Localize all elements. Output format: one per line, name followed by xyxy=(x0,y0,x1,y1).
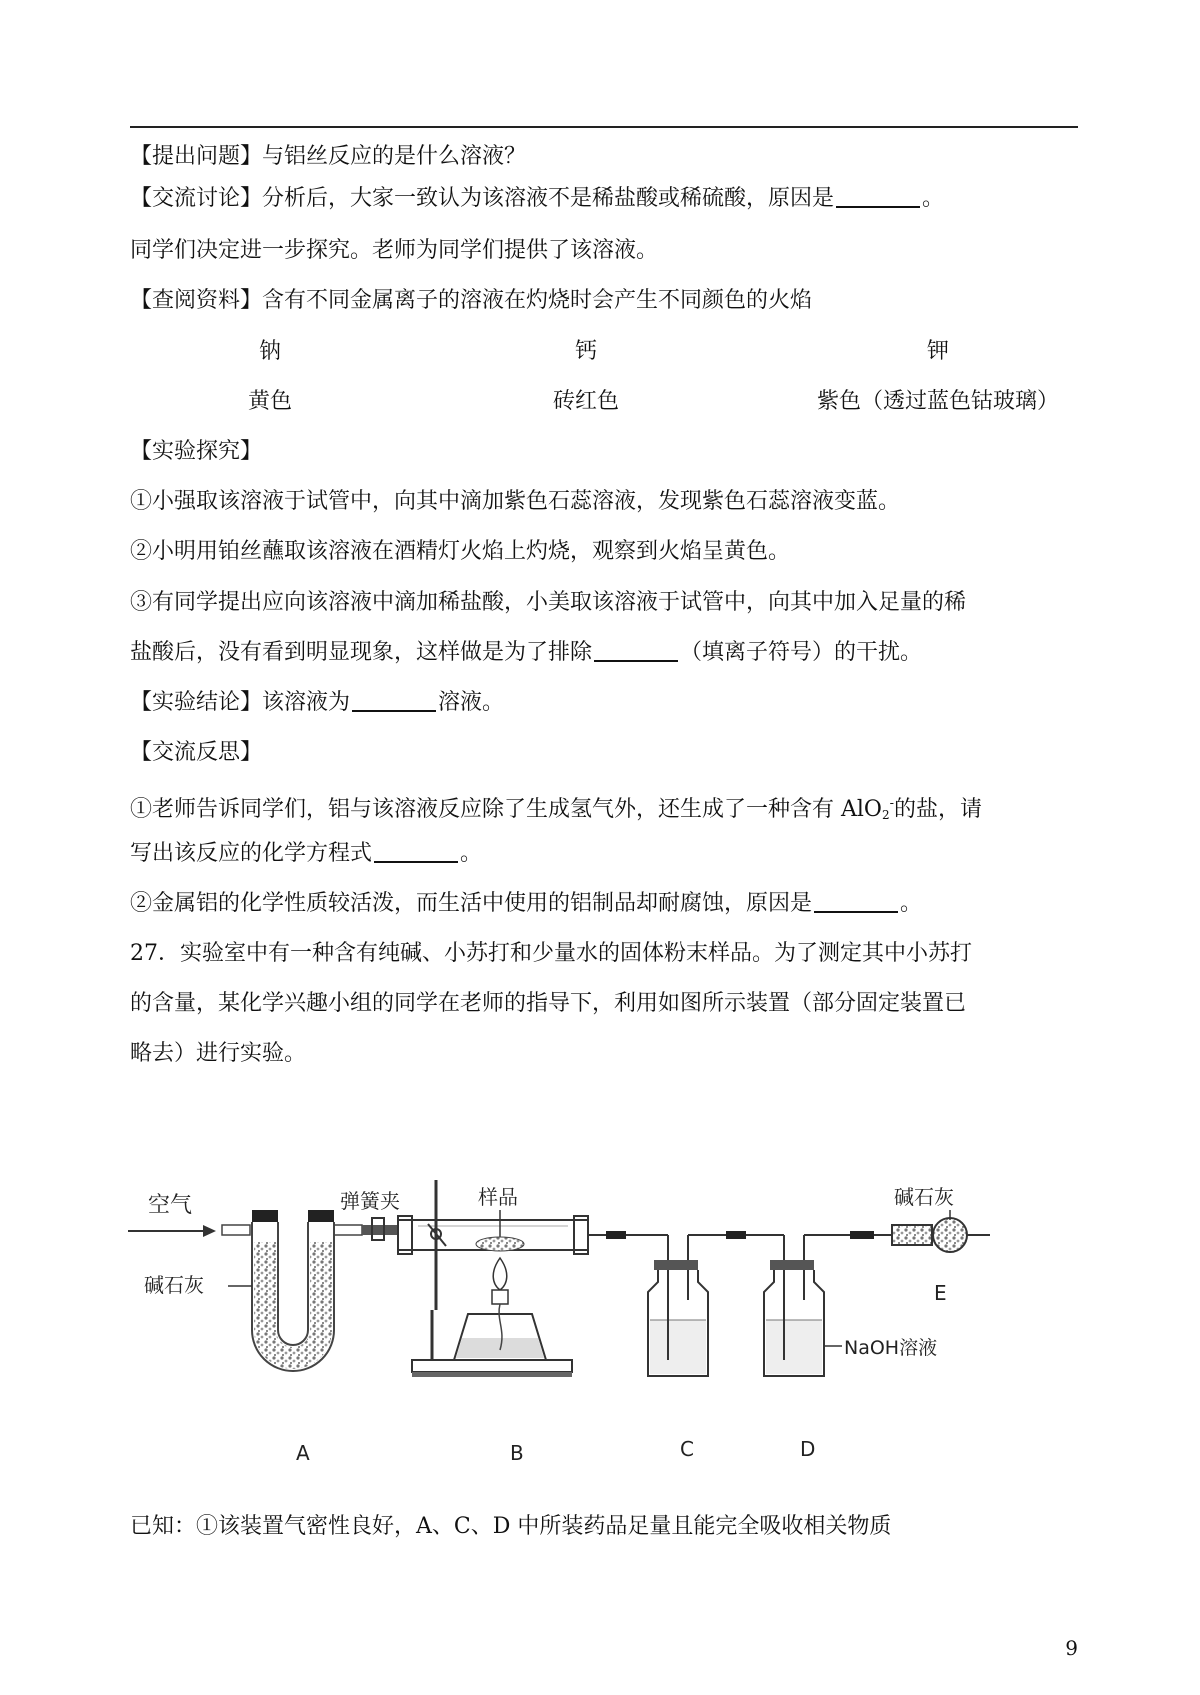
soda-lime-label-right: 碱石灰 xyxy=(894,1185,954,1209)
reflection1-text-b: 的盐，请 xyxy=(894,797,983,822)
flame-metal-potassium: 钾 xyxy=(926,339,949,364)
reflection-1-line1 xyxy=(130,789,982,830)
experiment-step-2: ②小明用铂丝蘸取该溶液在酒精灯火焰上灼烧，观察到火焰呈黄色。 xyxy=(130,539,791,564)
experiment-step-3-line1: ③有同学提出应向该溶液中滴加稀盐酸，小美取该溶液于试管中，向其中加入足量的稀 xyxy=(130,590,967,615)
header-rule xyxy=(130,126,1078,128)
drying-tube-e xyxy=(892,1218,990,1252)
reflection1-line2-text: 写出该反应的化学方程式 xyxy=(130,841,373,866)
step3-text-a: 盐酸后，没有看到明显现象，这样做是为了排除 xyxy=(130,640,593,665)
subscript-2: 2 xyxy=(881,808,890,822)
conclusion-line xyxy=(130,688,504,718)
q27-line1: 27．实验室中有一种含有纯碱、小苏打和少量水的固体粉末样品。为了测定其中小苏打 xyxy=(130,941,972,966)
superscript-minus: - xyxy=(889,796,895,811)
sample-label: 样品 xyxy=(478,1185,518,1209)
problem-text: 与铝丝反应的是什么溶液？ xyxy=(262,144,527,169)
reference-label: 【查阅资料】 xyxy=(130,288,263,313)
discussion-text: 分析后，大家一致认为该溶液不是稀盐酸或稀硫酸，原因是 xyxy=(262,186,835,211)
spring-clamp-label: 弹簧夹 xyxy=(340,1189,400,1213)
flame-color-calcium: 砖红色 xyxy=(552,389,619,414)
flame-metal-sodium: 钠 xyxy=(258,339,281,364)
discussion-line xyxy=(130,184,944,214)
answer-blank[interactable] xyxy=(594,638,678,662)
reflection2-text: ②金属铝的化学性质较活泼，而生活中使用的铝制品却耐腐蚀，原因是 xyxy=(130,891,813,916)
q27-line3: 略去）进行实验。 xyxy=(130,1041,307,1066)
label-e: E xyxy=(934,1281,947,1305)
discussion-label: 【交流讨论】 xyxy=(130,186,263,211)
label-c: C xyxy=(680,1437,694,1461)
discussion-end: 。 xyxy=(922,186,945,211)
reflection-label: 【交流反思】 xyxy=(130,740,263,765)
step3-text-b: （填离子符号）的干扰。 xyxy=(680,640,923,665)
naoh-label: NaOH溶液 xyxy=(844,1337,938,1359)
experiment-label: 【实验探究】 xyxy=(130,439,263,464)
experiment-step-3-line2 xyxy=(130,638,922,668)
tube-joint xyxy=(726,1231,746,1239)
reflection1-text-a: ①老师告诉同学们，铝与该溶液反应除了生成氢气外，还生成了一种含有 AlO xyxy=(130,797,882,822)
problem-label: 【提出问题】 xyxy=(130,144,263,169)
reflection2-end: 。 xyxy=(900,891,923,916)
page-number: 9 xyxy=(1065,1636,1078,1660)
flame-color-potassium: 紫色（透过蓝色钴玻璃） xyxy=(816,389,1059,414)
reflection-2 xyxy=(130,889,922,919)
conclusion-text-b: 溶液。 xyxy=(438,690,505,715)
reference-line xyxy=(130,286,812,316)
soda-lime-label-left: 碱石灰 xyxy=(144,1273,204,1297)
experiment-step-1: ①小强取该溶液于试管中，向其中滴加紫色石蕊溶液，发现紫色石蕊溶液变蓝。 xyxy=(130,489,901,514)
reflection1-line2-end: 。 xyxy=(460,841,483,866)
reference-text: 含有不同金属离子的溶液在灼烧时会产生不同颜色的火焰 xyxy=(262,288,813,313)
flame-color-sodium: 黄色 xyxy=(247,389,292,414)
conclusion-text-a: 该溶液为 xyxy=(262,690,351,715)
problem-line xyxy=(130,142,526,172)
answer-blank[interactable] xyxy=(836,184,920,208)
answer-blank[interactable] xyxy=(374,839,458,863)
tube-joint xyxy=(850,1231,874,1239)
answer-blank[interactable] xyxy=(814,889,898,913)
air-arrow-head xyxy=(203,1225,216,1237)
conclusion-label: 【实验结论】 xyxy=(130,690,263,715)
label-a: A xyxy=(296,1441,310,1465)
flame-metal-calcium: 钙 xyxy=(574,339,597,364)
q27-line2: 的含量，某化学兴趣小组的同学在老师的指导下，利用如图所示装置（部分固定装置已 xyxy=(130,991,967,1016)
sample-powder xyxy=(476,1237,524,1251)
u-tube-a xyxy=(222,1210,362,1371)
answer-blank[interactable] xyxy=(352,688,436,712)
label-b: B xyxy=(510,1441,524,1465)
wash-bottle-c xyxy=(648,1260,708,1376)
label-d: D xyxy=(800,1437,816,1461)
air-label: 空气 xyxy=(148,1193,193,1218)
wash-bottle-d xyxy=(764,1260,824,1376)
continue-line: 同学们决定进一步探究。老师为同学们提供了该溶液。 xyxy=(130,238,659,263)
tube-joint xyxy=(606,1231,626,1239)
apparatus-diagram xyxy=(128,1180,1088,1500)
alcohol-lamp xyxy=(454,1258,546,1360)
tube-connector xyxy=(362,1225,398,1235)
reflection-1-line2 xyxy=(130,839,482,869)
known-conditions: 已知：①该装置气密性良好，A、C、D 中所装药品足量且能完全吸收相关物质 xyxy=(130,1514,892,1539)
